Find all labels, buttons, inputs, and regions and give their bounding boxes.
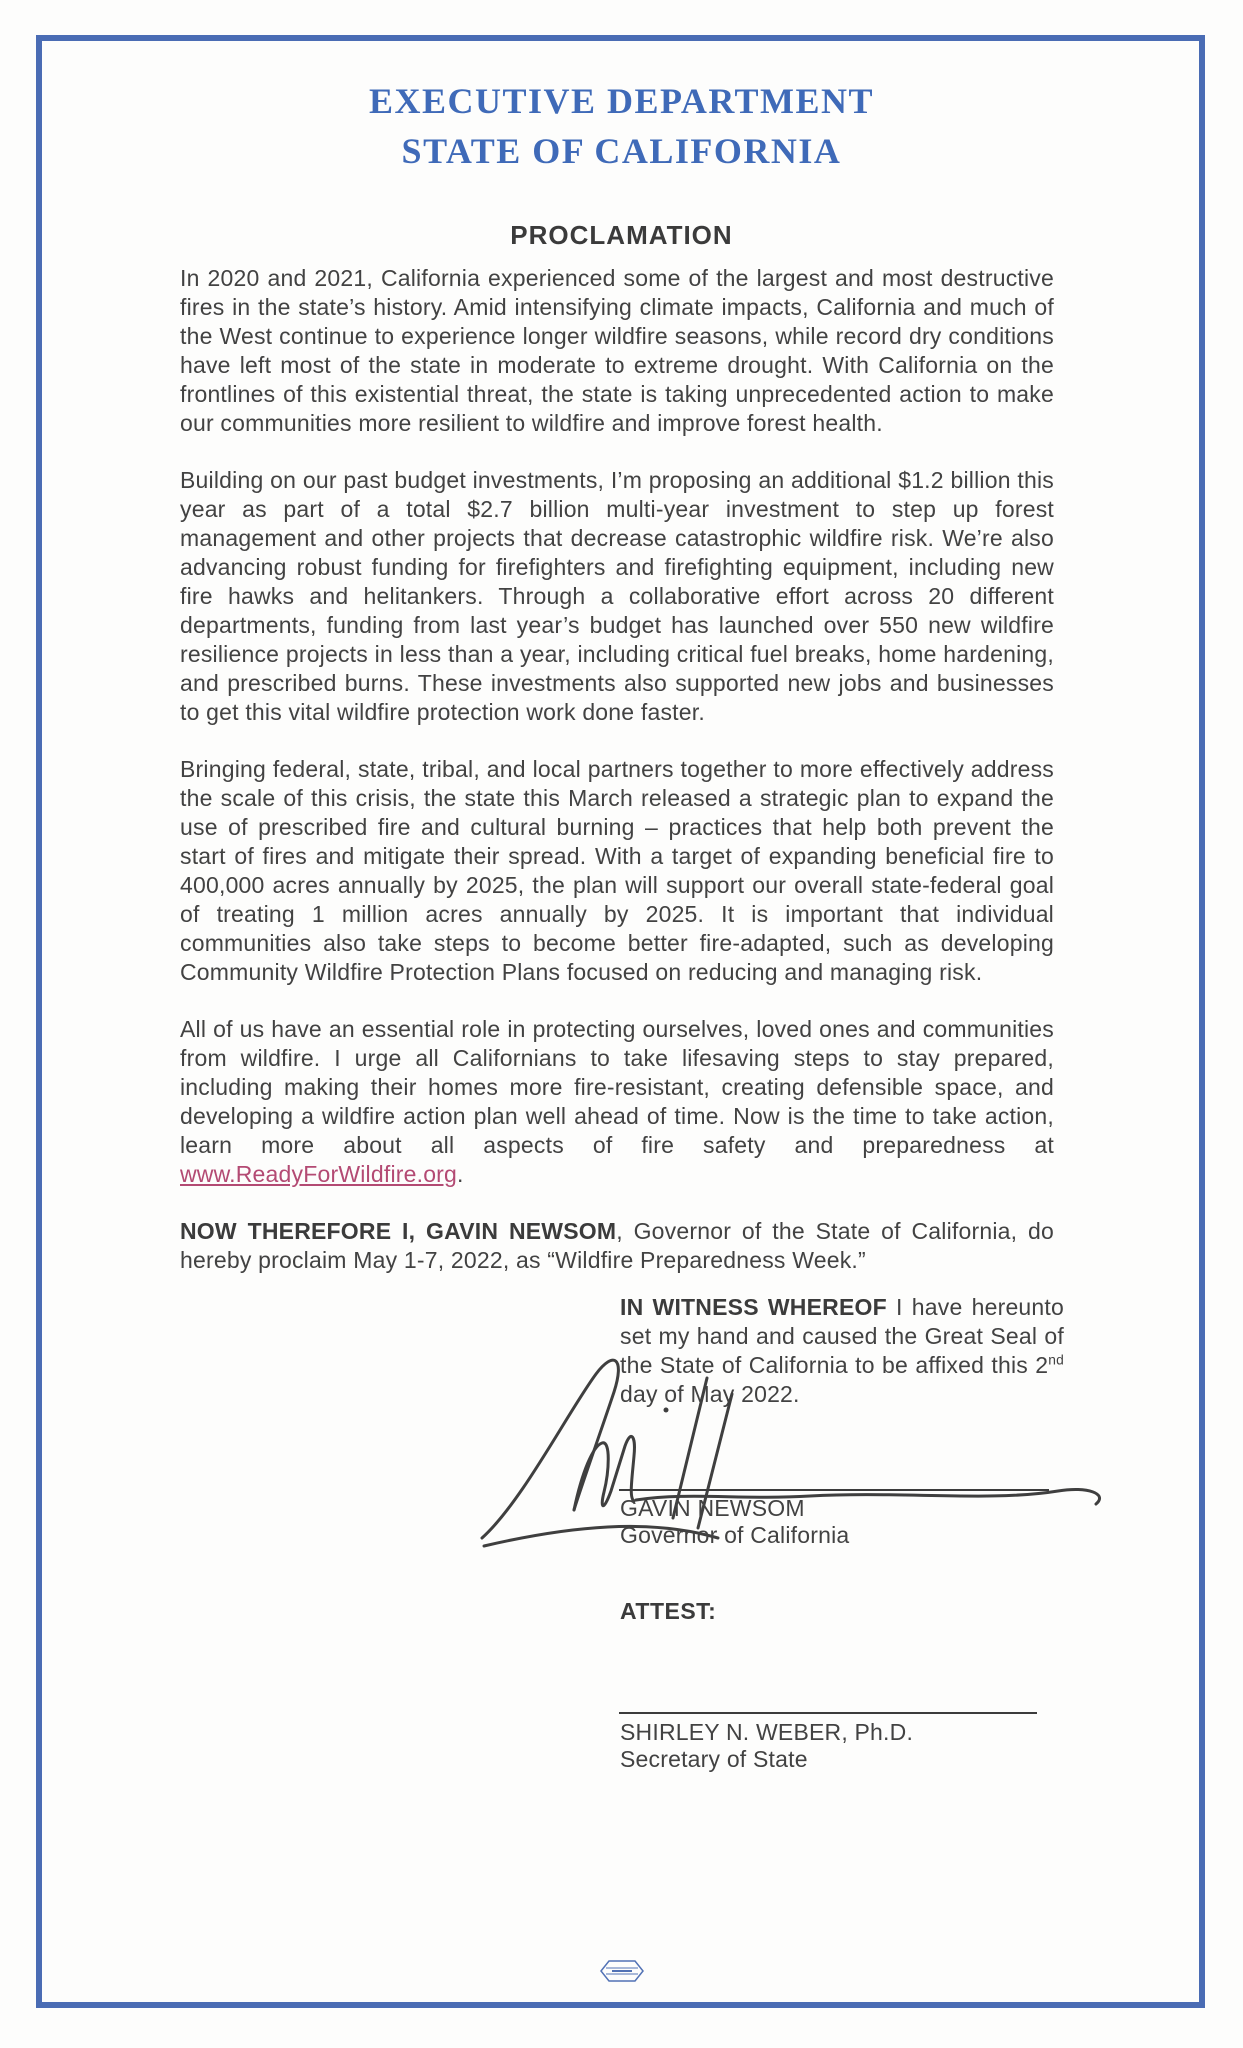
body-paragraph-5 (180, 1217, 1054, 1275)
body-paragraph-4 (180, 1015, 1054, 1189)
header-state-of-california: STATE OF CALIFORNIA (401, 131, 842, 171)
readyforwildfire-link[interactable]: www.ReadyForWildfire.org (180, 1161, 458, 1187)
now-therefore-bold-lead: NOW THEREFORE I, GAVIN NEWSOM (180, 1218, 617, 1244)
governor-name: GAVIN NEWSOM (620, 1495, 805, 1521)
witness-text-2: day of May 2022. (620, 1381, 800, 1407)
witness-ordinal-superscript: nd (1048, 1352, 1064, 1368)
attest-label: ATTEST: (620, 1598, 717, 1624)
printer-union-label-stamp (598, 1956, 646, 1986)
secretary-name: SHIRLEY N. WEBER, Ph.D. (620, 1719, 914, 1745)
body-paragraph-2: Building on our past budget investments, I’m proposing an additional $1.2 billion this year as part of a total $2.7 billion multi-year investment to step up forest management and other projects that decrease catastrophic wildfire risk. We’re also advancing robust funding for firefighters and firefighting equipment, including new fire hawks and helitankers. Through a collaborative effort across 20 different departments, funding from last year’s budget has launched over 550 new wildfire resilience projects in less than a year, including critical fuel breaks, home hardening, and prescribed burns. These investments also supported new jobs and businesses to get this vital wildfire protection work done faster. (180, 467, 1054, 725)
witness-bold-lead: IN WITNESS WHEREOF (620, 1294, 887, 1320)
body-paragraph-1: In 2020 and 2021, California experienced some of the largest and most destructive fires in the state’s history. Amid intensifying climate impacts, California and much of the West continue to experience longer wildfire seasons, while record dry conditions have left most of the state in moderate to extreme drought. With California on the frontlines of this existential threat, the state is taking unprecedented action to make our communities more resilient to wildfire and improve forest health. (180, 265, 1054, 436)
secretary-signature-line (619, 1712, 1037, 1714)
header-executive-department: EXECUTIVE DEPARTMENT (368, 81, 875, 121)
paragraph-4-period: . (457, 1161, 464, 1187)
paragraph-4-text: All of us have an essential role in protecting ourselves, loved ones and communities from wildfire. I urge all Californians to take lifesaving steps to stay prepared, including making their homes more fire-resistant, creating defensible space, and developing a wildfire action plan well ahead of time. Now is the time to take action, learn more about all aspects of fire safety and preparedness at (180, 1016, 1054, 1158)
proclamation-body (180, 264, 1054, 1303)
proclamation-title: PROCLAMATION (510, 220, 733, 250)
secretary-title: Secretary of State (620, 1746, 808, 1772)
now-therefore-rest: , Governor of the State of California, do hereby proclaim May 1-7, 2022, as “Wildfire Preparedness Week.” (180, 1218, 1054, 1273)
witness-whereof-block (620, 1293, 1064, 1409)
governor-signature-line (619, 1489, 1049, 1491)
body-paragraph-3: Bringing federal, state, tribal, and local partners together to more effectively address the scale of this crisis, the state this March released a strategic plan to expand the use of prescribed fire and cultural burning – practices that help both prevent the start of fires and mitigate their spread. With a target of expanding beneficial fire to 400,000 acres annually by 2025, the plan will support our overall state-federal goal of treating 1 million acres annually by 2025. It is important that individual communities also take steps to become better fire-adapted, such as developing Community Wildfire Protection Plans focused on reducing and managing risk. (180, 756, 1054, 985)
witness-text-1: I have hereunto set my hand and caused the Great Seal of the State of California to be affixed this 2 (620, 1294, 1064, 1378)
governor-title: Governor of California (620, 1522, 850, 1548)
